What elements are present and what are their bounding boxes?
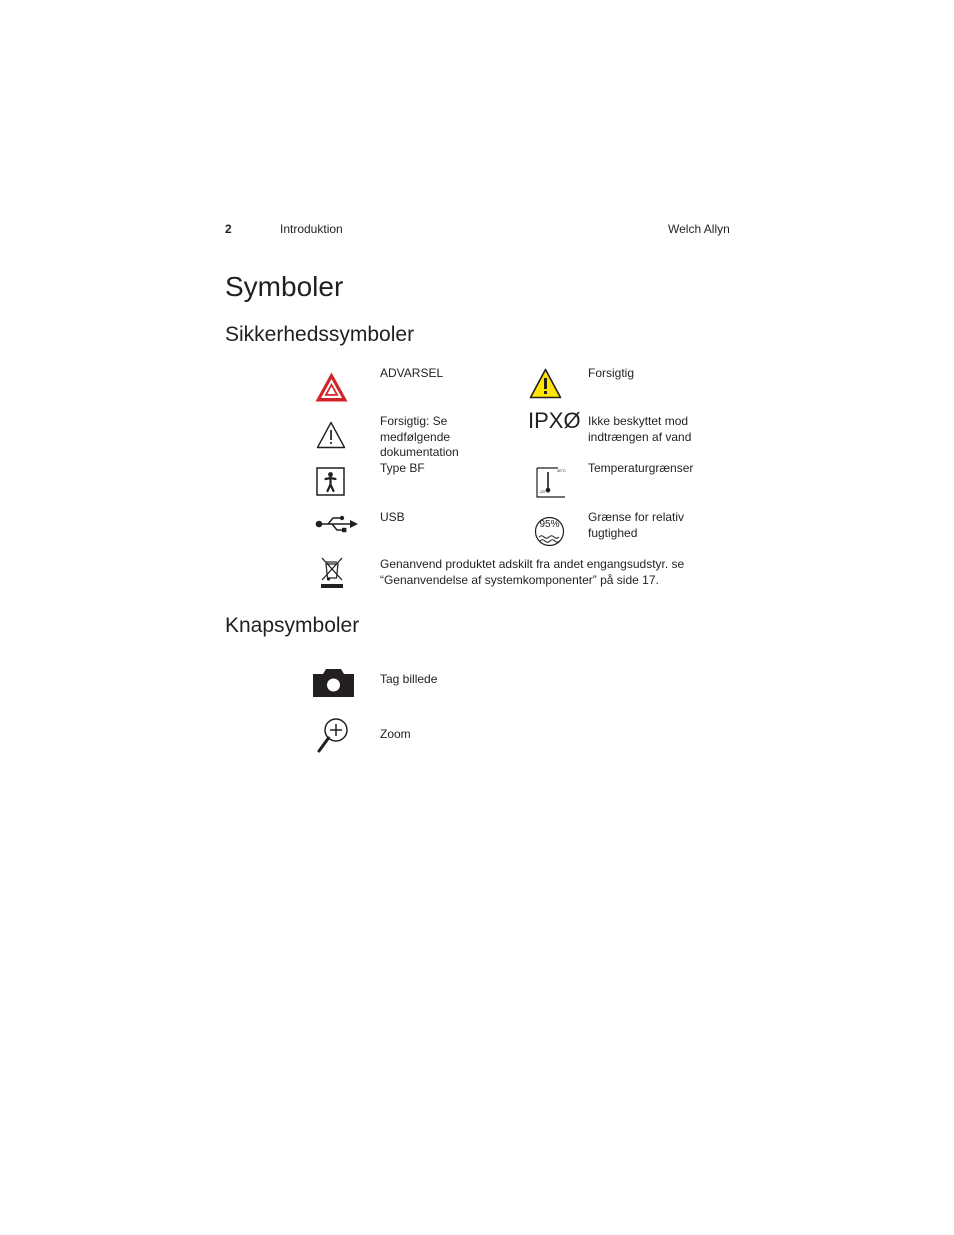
button-symbols-heading: Knapsymboler <box>225 614 360 637</box>
zoom-icon <box>317 717 349 754</box>
red-warning-triangle-icon <box>314 371 349 403</box>
forsigtig-label: Forsigtig <box>588 366 635 380</box>
take-picture-label: Tag billede <box>380 672 438 686</box>
usb-label: USB <box>380 510 405 524</box>
usb-icon <box>315 515 359 533</box>
yellow-caution-triangle-icon <box>529 368 562 399</box>
camera-icon <box>313 668 354 697</box>
page-number: 2 <box>225 222 232 236</box>
safety-heading: Sikkerhedssymboler <box>225 323 415 346</box>
humidity-icon <box>534 516 565 547</box>
header-section: Introduktion <box>280 222 343 236</box>
svg-text:40°C: 40°C <box>557 468 566 473</box>
ipx0-text-icon: IPXØ <box>528 408 581 433</box>
ipx0-label: Ikke beskyttet mod indtrængen af vand <box>588 414 692 444</box>
caution-docs-label: Forsigtig: Se medfølgende dokumentation <box>380 414 459 459</box>
header-brand: Welch Allyn <box>668 222 730 236</box>
temperature-label: Temperaturgrænser <box>588 461 694 475</box>
svg-text:-20°C: -20°C <box>539 489 550 494</box>
caution-triangle-icon <box>316 421 346 449</box>
weee-label: Genanvend produktet adskilt fra andet engangsudstyr. se “Genanvendelse af systemkomponenter” på side 17. <box>380 557 685 587</box>
humidity-label: Grænse for relativ fugtighed <box>588 510 685 540</box>
weee-crossed-bin-icon <box>320 556 344 589</box>
advarsel-label: ADVARSEL <box>380 366 444 380</box>
humidity-value: 95% <box>539 519 560 530</box>
type-bf-icon <box>316 467 345 496</box>
page-title: Symboler <box>225 271 344 302</box>
zoom-label: Zoom <box>380 727 411 741</box>
type-bf-label: Type BF <box>380 461 425 475</box>
thermometer-icon <box>536 466 566 498</box>
